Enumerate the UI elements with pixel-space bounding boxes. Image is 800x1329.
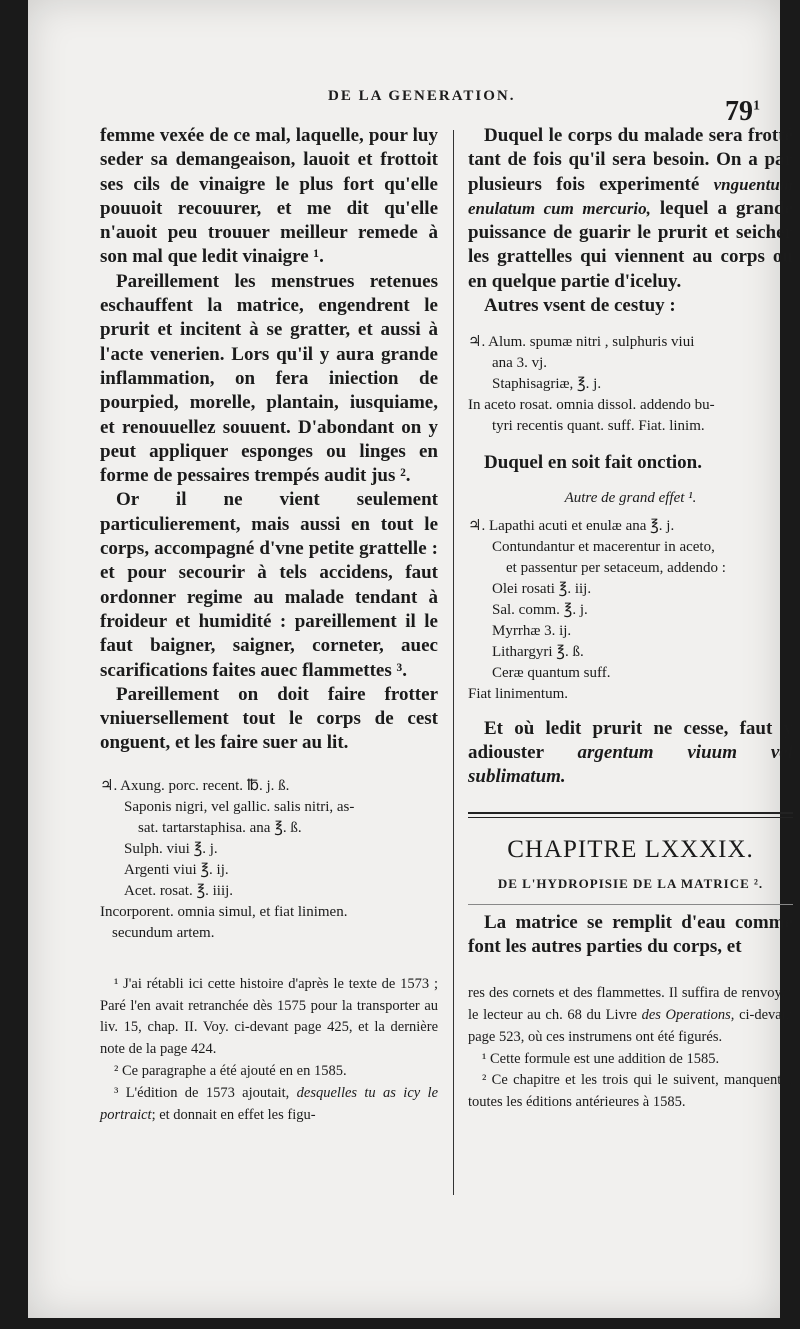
recipe-line: Ceræ quantum suff.: [492, 664, 611, 681]
recipe-line: Myrrhæ 3. ij.: [492, 622, 572, 639]
recipe-line: Saponis nigri, vel gallic. salis nitri, as-: [124, 798, 355, 815]
paragraph: Or il ne vient seulement particulierement, mais aussi en tout le corps, accompagné d'vne petite grattelle : et pour secourir à tels accidens, faut ordonner regime au malade tendant à froideur et humidité : pareillement il le faut baigner, saigner, corneter, auec scarifications faites auec flammettes ³.: [100, 489, 438, 681]
recipe-line: tyri recentis quant. suff. Fiat. linim.: [492, 418, 705, 435]
recipe-line: ♃. Lapathi acuti et enulæ ana ℥. j.: [468, 517, 675, 534]
footnote: ² Ce chapitre et les trois qui le suivent, manquent à toutes les éditions antérieures à 1585.: [468, 1072, 793, 1111]
recipe-line: Incorporent. omnia simul, et fiat linimen.: [100, 903, 348, 920]
footnote-continuation: res des cornets et des flammettes. Il suffira de renvoyer le lecteur au ch. 68 du Livre des Operations, ci-devant page 523, où ces instrumens ont été figurés.: [468, 985, 794, 1045]
recipe-line: Argenti viui ℥. ij.: [124, 861, 229, 878]
recipe-line: Lithargyri ℥. ß.: [492, 643, 584, 660]
paragraph: Autres vsent de cestuy :: [484, 295, 676, 317]
recipe: [100, 776, 438, 944]
column-divider: [453, 130, 454, 1195]
recipe-subheading: Autre de grand effet ¹.: [564, 489, 697, 506]
paragraph: Et où ledit prurit ne cesse, faut y adiouster argentum viuum vel sublimatum.: [468, 717, 793, 788]
running-title: DE LA GENERATION.: [328, 88, 516, 104]
paragraph: Pareillement les menstrues retenues eschauffent la matrice, engendrent le prurit et incitent à se gratter, et aussi à l'acte venerien. Lors qu'il y aura grande inflammation, on fera iniection de pourpied, morelle, plantain, iusquiame, et renouuellez souuent. D'abondant on y peut appliquer esponges ou linges en forme de pessaires trempés audit jus ².: [100, 270, 438, 487]
paragraph: La matrice se remplit d'eau comme font les autres parties du corps, et: [468, 911, 793, 957]
recipe-line: Sal. comm. ℥. j.: [492, 601, 588, 618]
paragraph: Pareillement on doit faire frotter vniuersellement tout le corps de cest onguent, et les faire suer au lit.: [100, 683, 438, 754]
recipe: [468, 516, 793, 705]
recipe-line: Contundantur et macerentur in aceto,: [492, 538, 715, 555]
recipe-line: In aceto rosat. omnia dissol. addendo bu-: [468, 397, 715, 414]
divider: [468, 904, 793, 905]
footnote: ² Ce paragraphe a été ajouté en en 1585.: [114, 1062, 347, 1079]
recipe-line: Olei rosati ℥. iij.: [492, 580, 592, 597]
recipe-line: sat. tartarstaphisa. ana ℥. ß.: [138, 819, 302, 836]
left-column: [100, 124, 438, 1126]
chapter-title: CHAPITRE LXXXIX.: [507, 835, 754, 863]
footnote: ³ L'édition de 1573 ajoutait, desquelles tu as icy le portraict; et donnait en effet les figu-: [100, 1084, 439, 1123]
paragraph: Duquel en soit fait onction.: [484, 452, 702, 474]
book-page: [28, 0, 794, 1318]
paragraph: Duquel le corps du malade sera frotté tant de fois qu'il sera besoin. On a par plusieurs fois experimenté vnguentum enulatum cum mercurio, lequel a grande puissance de guarir le prurit et seicher les grattelles qui viennent au corps ou en quelque partie d'iceluy.: [468, 125, 793, 292]
recipe: [468, 332, 793, 437]
footnotes: [100, 974, 438, 1127]
footnotes: [468, 983, 793, 1114]
recipe-line: secundum artem.: [112, 924, 215, 941]
recipe-line: Fiat linimentum.: [468, 685, 568, 702]
recipe-line: Acet. rosat. ℥. iiij.: [124, 882, 234, 899]
chapter-subtitle: DE L'HYDROPISIE DE LA MATRICE ².: [497, 875, 764, 891]
page-number: $79^1$: [725, 96, 760, 127]
section-rule: [468, 812, 793, 818]
recipe-line: Staphisagriæ, ℥. j.: [492, 376, 602, 393]
paragraph: femme vexée de ce mal, laquelle, pour luy seder sa demangeaison, lauoit et frottoit ses cils de vinaigre le plus fort qu'elle pouuoit recouurer, et me dit qu'elle n'auoit peu trouuer meilleur remede à son mal que ledit vinaigre ¹.: [100, 125, 438, 268]
footnote: ¹ Cette formule est une addition de 1585.: [482, 1050, 720, 1067]
recipe-line: ana 3. vj.: [492, 355, 547, 372]
recipe-line: ♃. Axung. porc. recent. ℔. j. ß.: [100, 777, 290, 794]
recipe-line: ♃. Alum. spumæ nitri , sulphuris viui: [468, 334, 695, 351]
recipe-line: et passentur per setaceum, addendo :: [506, 559, 726, 576]
footnote: ¹ J'ai rétabli ici cette histoire d'après le texte de 1573 ; Paré l'en avait retranchée dès 1575 pour la transporter au liv. 15, chap. II. Voy. ci-devant page 425, et la dernière note de la page 424.: [100, 975, 438, 1058]
right-column: [468, 124, 793, 1114]
recipe-line: Sulph. viui ℥. j.: [124, 840, 218, 857]
